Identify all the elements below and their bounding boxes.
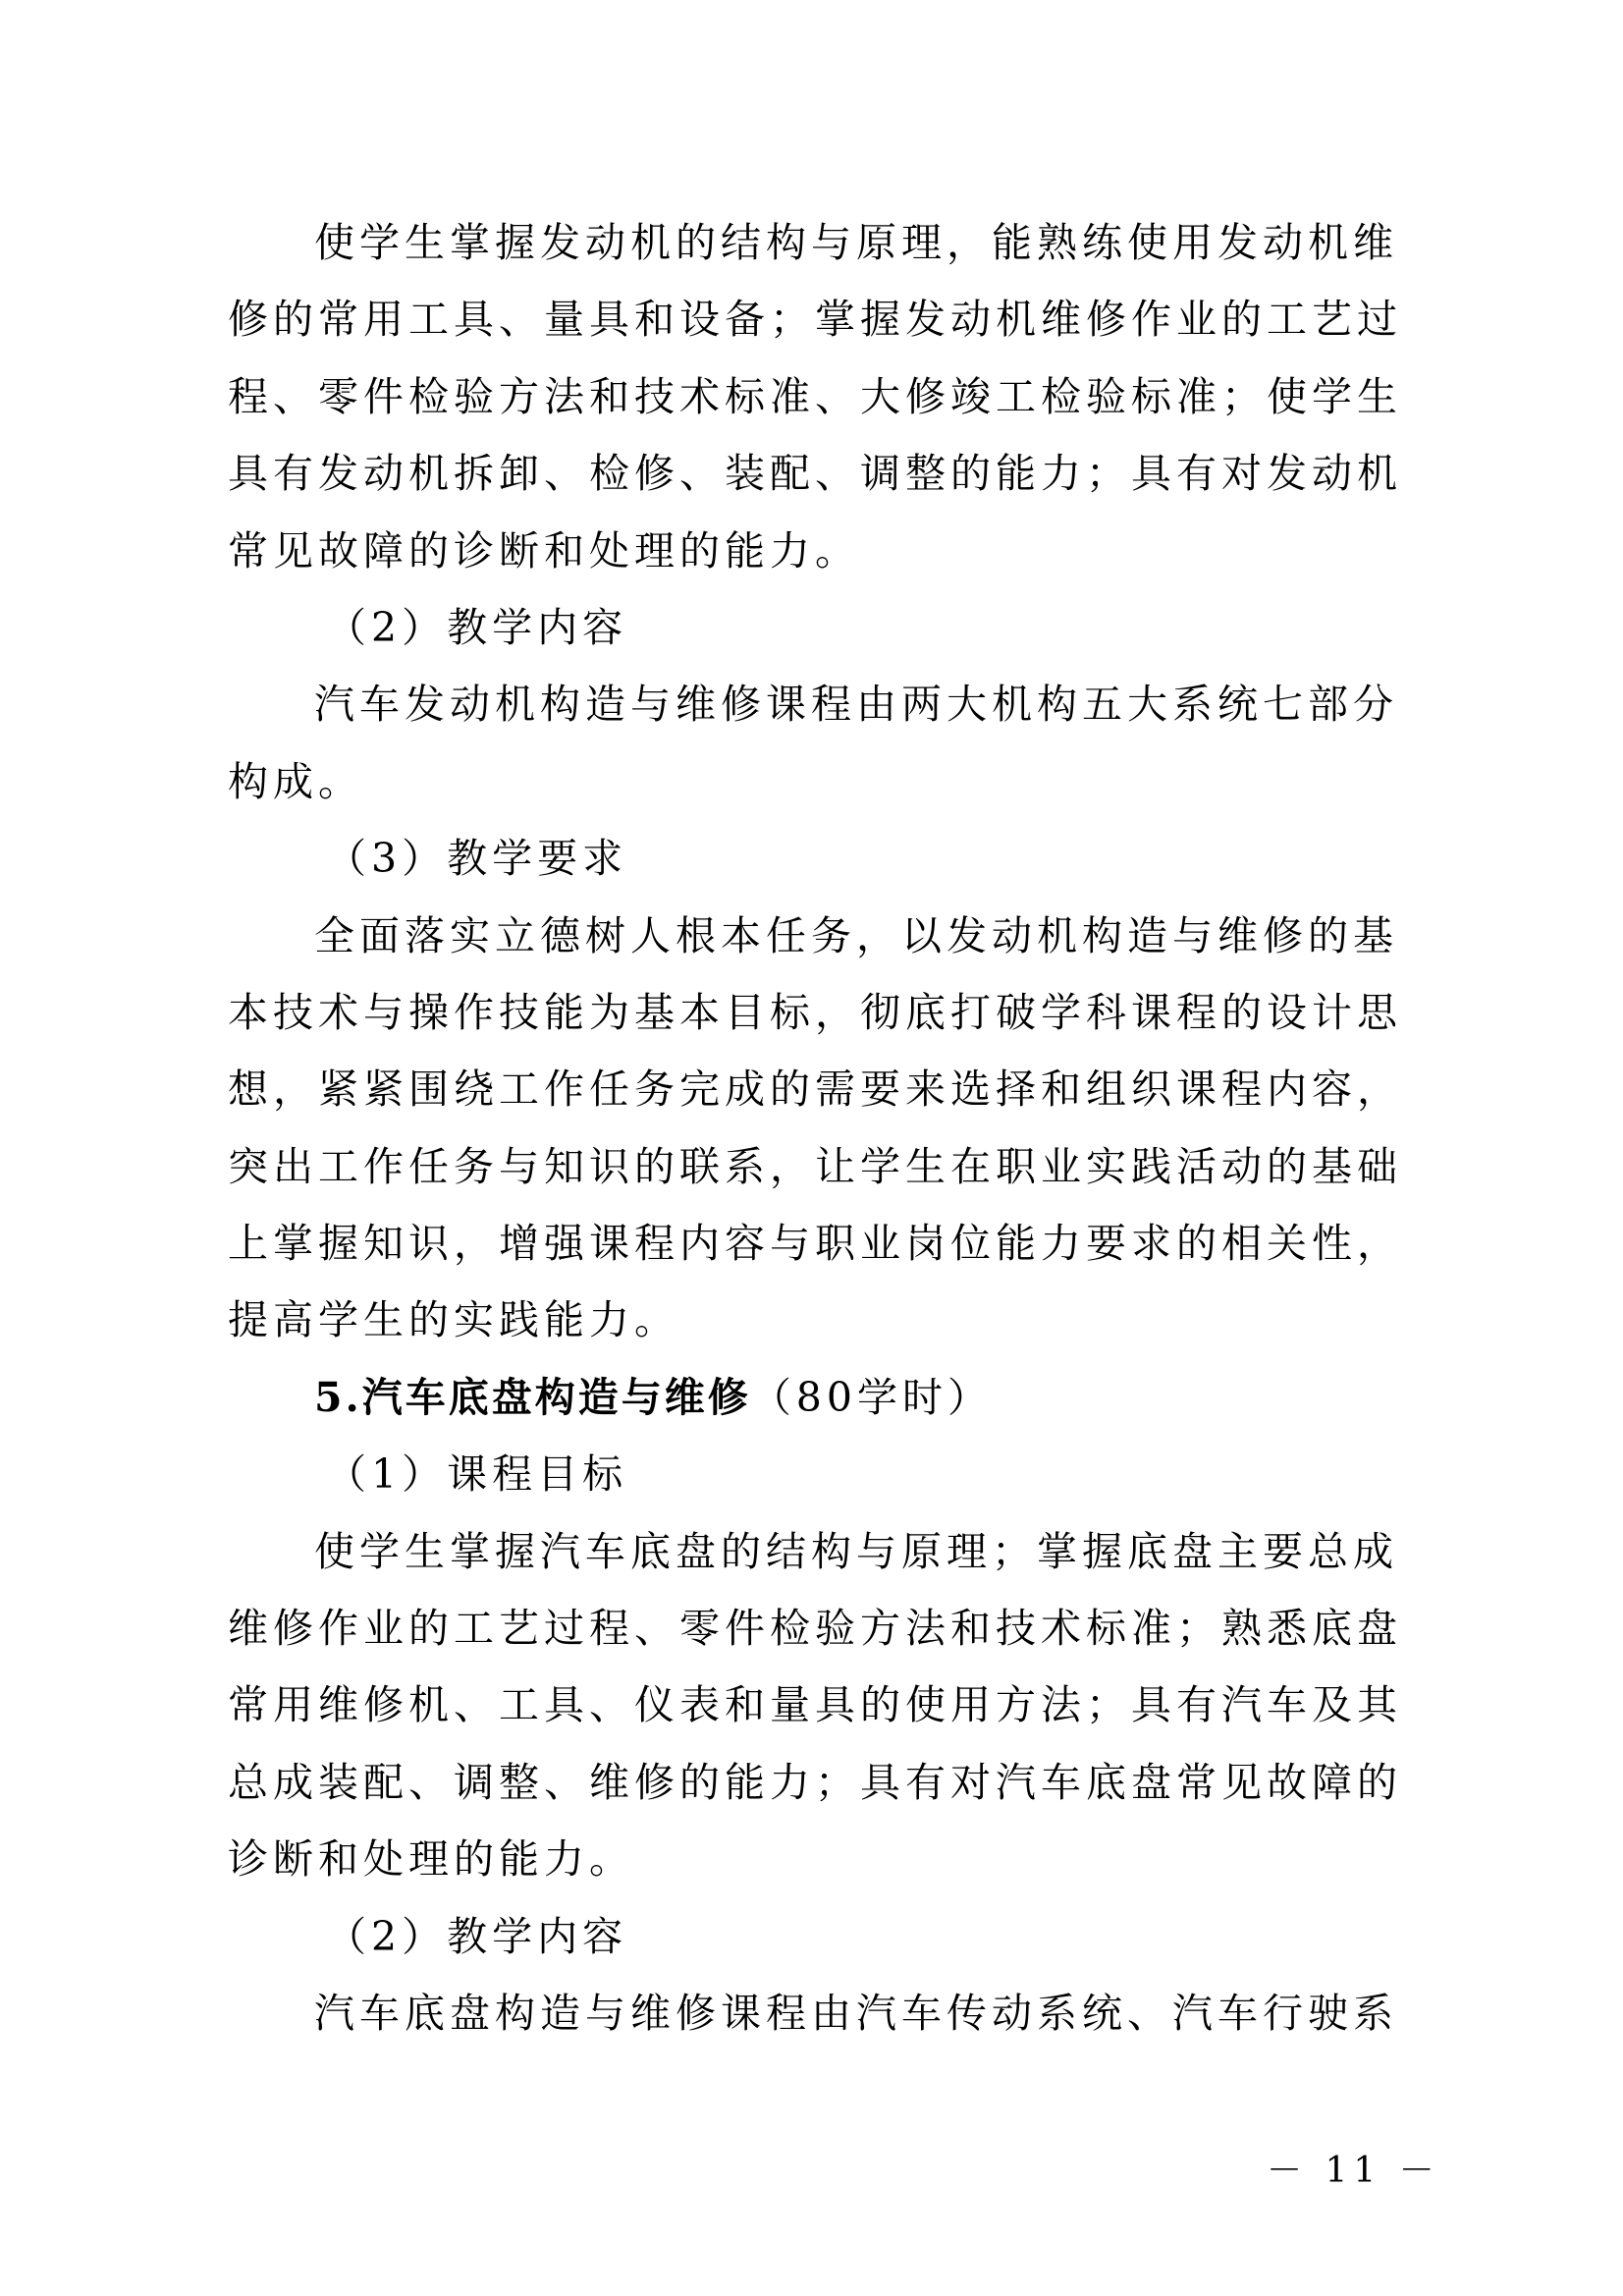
paragraph-line: 想，紧紧围绕工作任务完成的需要来选择和组织课程内容， xyxy=(228,1066,1402,1114)
paragraph-line: 全面落实立德树人根本任务，以发动机构造与维修的基 xyxy=(314,911,1398,959)
paragraph-line: 具有发动机拆卸、检修、装配、调整的能力；具有对发动机 xyxy=(228,450,1402,498)
paragraph-line: 修的常用工具、量具和设备；掌握发动机维修作业的工艺过 xyxy=(228,296,1402,344)
paragraph-line: 本技术与操作技能为基本目标，彻底打破学科课程的设计思 xyxy=(228,988,1402,1036)
paragraph-line: 常见故障的诊断和处理的能力。 xyxy=(228,526,860,574)
page-number: － 11 － xyxy=(1267,2151,1440,2191)
course-heading-hours: （80学时） xyxy=(750,1373,993,1421)
paragraph-line: 常用维修机、工具、仪表和量具的使用方法；具有汽车及其 xyxy=(228,1681,1402,1729)
paragraph-line: 程、零件检验方法和技术标准、大修竣工检验标准；使学生 xyxy=(228,372,1402,420)
page-body xyxy=(228,204,1402,2051)
paragraph-line: 总成装配、调整、维修的能力；具有对汽车底盘常见故障的 xyxy=(228,1758,1402,1806)
subheading-course-objectives: （1）课程目标 xyxy=(326,1450,628,1499)
paragraph-line: 汽车底盘构造与维修课程由汽车传动系统、汽车行驶系 xyxy=(314,1989,1398,2037)
paragraph-line: 突出工作任务与知识的联系，让学生在职业实践活动的基础 xyxy=(228,1142,1402,1190)
subheading-teaching-content: （2）教学内容 xyxy=(326,603,628,651)
subheading-teaching-content-2: （2）教学内容 xyxy=(326,1912,628,1960)
paragraph-line: 提高学生的实践能力。 xyxy=(228,1296,679,1344)
paragraph-line: 维修作业的工艺过程、零件检验方法和技术标准；熟悉底盘 xyxy=(228,1605,1402,1653)
paragraph-line: 诊断和处理的能力。 xyxy=(228,1835,634,1884)
course-heading xyxy=(228,1359,1379,1436)
paragraph-line: 汽车发动机构造与维修课程由两大机构五大系统七部分 xyxy=(314,681,1398,729)
paragraph-line: 上掌握知识，增强课程内容与职业岗位能力要求的相关性， xyxy=(228,1220,1402,1268)
course-heading-title: 5.汽车底盘构造与维修 xyxy=(314,1373,751,1421)
paragraph-line: 构成。 xyxy=(228,757,363,805)
subheading-teaching-requirements: （3）教学要求 xyxy=(326,835,628,883)
paragraph-line: 使学生掌握发动机的结构与原理，能熟练使用发动机维 xyxy=(314,219,1398,266)
paragraph-line: 使学生掌握汽车底盘的结构与原理；掌握底盘主要总成 xyxy=(314,1527,1398,1575)
